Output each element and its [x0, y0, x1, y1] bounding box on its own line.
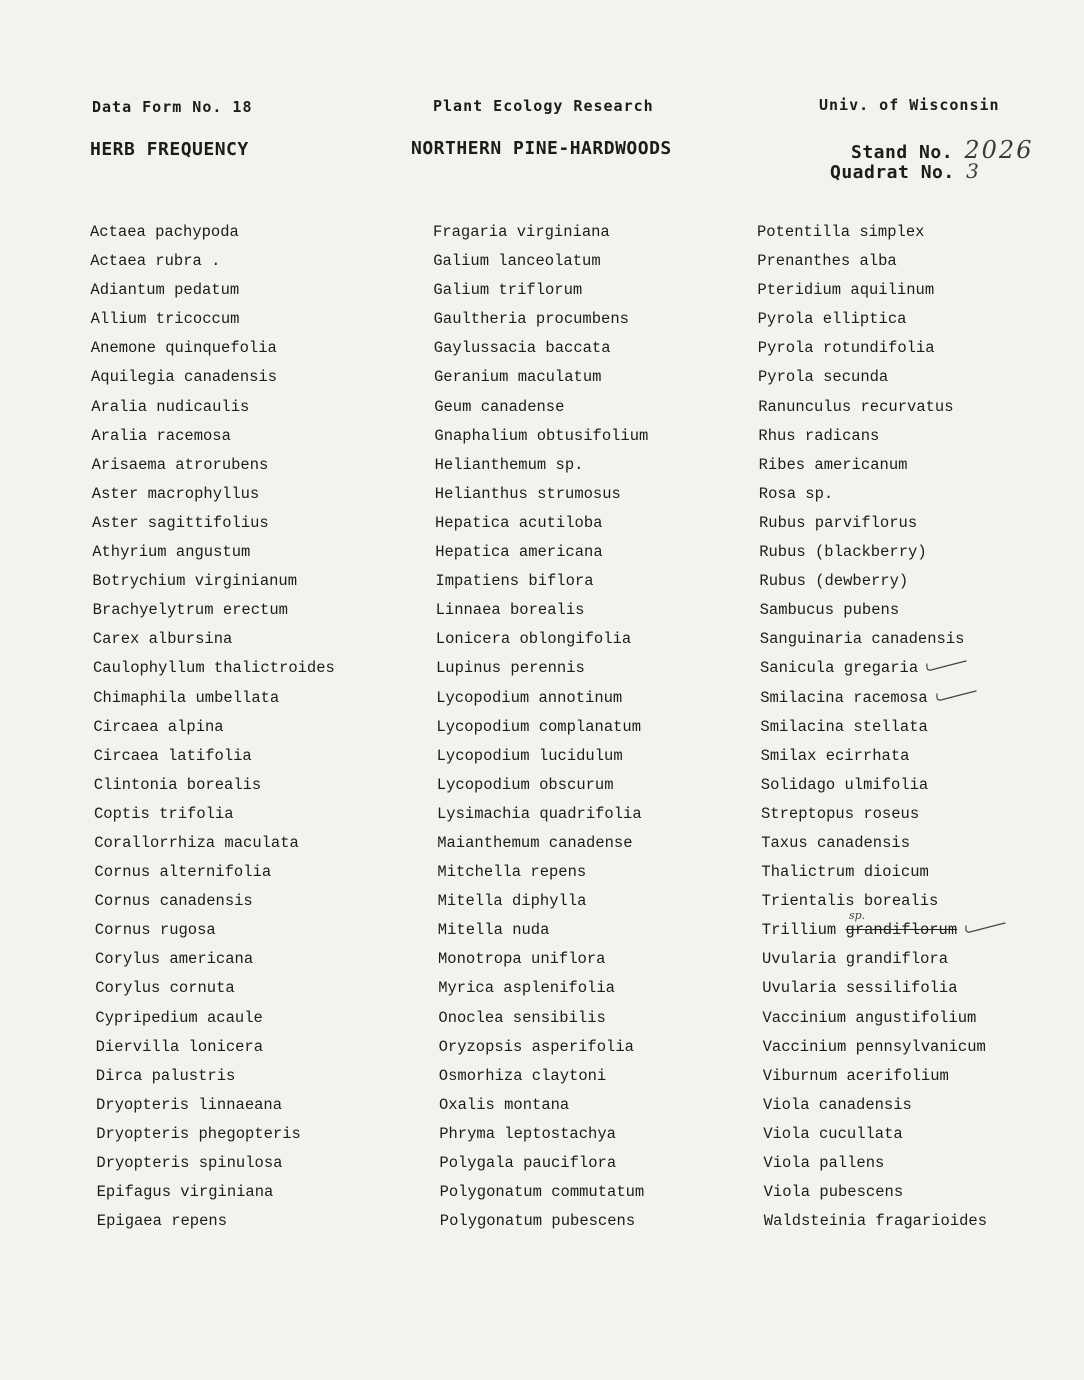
species-name: Viola canadensis [763, 1095, 912, 1114]
species-name: Fragaria virginiana [433, 223, 610, 241]
species-name: Corallorrhiza maculata [94, 833, 299, 852]
species-item [433, 887, 648, 916]
species-name: Aquilegia canadensis [91, 368, 278, 387]
species-name: Sambucus pubens [759, 601, 900, 620]
species-item [433, 800, 648, 829]
species-item [433, 684, 648, 713]
species-item [433, 509, 648, 538]
species-name: Uvularia grandiflora [762, 950, 949, 969]
species-column-3 [757, 218, 987, 1236]
university: Univ. of Wisconsin [819, 96, 1000, 114]
species-item [757, 625, 987, 654]
species-name: Hepatica acutiloba [435, 513, 603, 532]
species-item [757, 713, 987, 742]
species-item [757, 654, 987, 683]
species-name: Uvularia sessilifolia [762, 979, 958, 998]
species-name: Cornus rugosa [94, 921, 216, 940]
species-item [90, 713, 335, 742]
species-item [90, 538, 335, 567]
species-item [90, 1207, 335, 1236]
species-item [757, 247, 987, 276]
species-name: Corylus americana [95, 950, 254, 969]
species-item [433, 974, 648, 1003]
species-item [433, 1004, 648, 1033]
species-name: Myrica asplenifolia [438, 979, 615, 998]
quadrat-value: 3 [966, 159, 980, 183]
species-item [757, 829, 987, 858]
species-name: Mitchella repens [437, 863, 587, 882]
species-name: Epigaea repens [96, 1212, 228, 1231]
species-name: Smilacina stellata [760, 717, 928, 736]
species-column-2 [433, 218, 648, 1236]
species-item [757, 909, 987, 945]
species-name: Pyrola rotundifolia [757, 339, 935, 358]
species-item [90, 363, 335, 392]
species-item [90, 800, 335, 829]
species-name: Lycopodium obscurum [436, 775, 614, 794]
species-item [757, 218, 987, 247]
species-item [90, 945, 335, 974]
species-item [433, 1120, 648, 1149]
species-item [757, 276, 987, 305]
species-name: Maianthemum canadense [437, 833, 633, 852]
species-name: Viburnum acerifolium [762, 1066, 949, 1085]
species-item [433, 218, 648, 247]
species-item [757, 742, 987, 771]
species-item [433, 1178, 648, 1207]
species-item [90, 393, 335, 422]
species-item [757, 771, 987, 800]
species-item [757, 305, 987, 334]
species-item [757, 1091, 987, 1120]
species-name: Taxus canadensis [761, 833, 911, 852]
species-item [90, 742, 335, 771]
species-item [433, 916, 648, 945]
species-name: Cornus alternifolia [94, 863, 272, 882]
species-name: Streptopus roseus [761, 804, 920, 823]
form-number: Data Form No. 18 [92, 98, 253, 116]
species-item [90, 1004, 335, 1033]
species-name: Ribes americanum [758, 455, 908, 474]
species-name: Hepatica americana [435, 543, 603, 562]
check-mark-icon [963, 920, 1009, 938]
species-item [757, 480, 987, 509]
species-item [90, 451, 335, 480]
species-name: Dryopteris linnaeana [96, 1095, 283, 1114]
species-item [90, 480, 335, 509]
species-item [757, 422, 987, 451]
species-name: Rosa sp. [758, 484, 834, 503]
stand-value: 2026 [964, 136, 1034, 164]
species-name: Corylus cornuta [95, 979, 235, 998]
species-name: Monotropa uniflora [438, 950, 606, 969]
species-name: Lycopodium annotinum [436, 688, 623, 707]
species-name: Rhus radicans [758, 426, 880, 445]
species-item [433, 625, 648, 654]
species-item [90, 567, 335, 596]
quadrat-label: Quadrat No. [830, 162, 955, 183]
species-item [433, 247, 648, 276]
species-name: Polygonatum commutatum [439, 1183, 645, 1202]
species-name: Helianthus strumosus [434, 484, 621, 503]
species-name: Potentilla simplex [757, 223, 925, 241]
species-name: Thalictrum dioicum [761, 863, 929, 882]
species-name: Gaylussacia baccata [433, 339, 611, 358]
species-item [757, 596, 987, 625]
species-item [757, 1178, 987, 1207]
species-name: Circaea latifolia [93, 746, 252, 765]
species-item [90, 422, 335, 451]
species-item [433, 567, 648, 596]
species-item [90, 1149, 335, 1178]
species-name: Lonicera oblongifolia [435, 630, 632, 649]
species-name: Gnaphalium obtusifolium [434, 426, 649, 445]
species-name: Geum canadense [434, 397, 565, 416]
species-name: Solidago ulmifolia [760, 775, 929, 794]
species-item [90, 1091, 335, 1120]
species-name: Oxalis montana [439, 1095, 570, 1114]
species-item [757, 538, 987, 567]
species-item [90, 1120, 335, 1149]
species-name: Coptis trifolia [94, 804, 234, 823]
species-name: Lupinus perennis [436, 659, 585, 678]
species-name: Polygonatum pubescens [439, 1212, 636, 1231]
species-name: Caulophyllum thalictroides [93, 659, 335, 678]
species-item [433, 596, 648, 625]
species-item [433, 858, 648, 887]
species-item [757, 945, 987, 974]
species-name: Cypripedium acaule [95, 1008, 263, 1027]
species-item [433, 1149, 648, 1178]
species-name: Aster macrophyllus [91, 484, 260, 503]
species-name: Galium triflorum [433, 281, 583, 300]
species-item [433, 1062, 648, 1091]
species-name: Trientalis borealis [761, 892, 939, 911]
species-item [757, 1207, 987, 1236]
species-item [433, 422, 648, 451]
species-name: Galium lanceolatum [433, 252, 601, 271]
species-item [90, 771, 335, 800]
species-item [433, 334, 648, 363]
species-item [433, 393, 648, 422]
species-name: Dryopteris phegopteris [96, 1124, 301, 1143]
species-name: Pyrola secunda [758, 368, 889, 387]
species-item [757, 393, 987, 422]
community-title: NORTHERN PINE-HARDWOODS [411, 138, 672, 159]
species-name: Allium tricoccum [90, 310, 240, 329]
species-item [433, 305, 648, 334]
species-name: Pyrola elliptica [757, 310, 907, 329]
species-item [433, 276, 648, 305]
species-name: Lysimachia quadrifolia [437, 804, 642, 823]
species-item [757, 334, 987, 363]
species-name: Ranunculus recurvatus [758, 397, 954, 416]
species-column-1 [90, 218, 335, 1236]
species-name: Pteridium aquilinum [757, 281, 935, 300]
species-name: Trillium [761, 921, 837, 940]
species-item [90, 887, 335, 916]
species-name: Arisaema atrorubens [91, 455, 269, 474]
struck-out-epithet: grandiflorum [845, 921, 958, 940]
species-name: Sanguinaria canadensis [759, 630, 965, 649]
species-item [757, 1062, 987, 1091]
species-item [433, 1033, 648, 1062]
species-item [433, 829, 648, 858]
species-item [90, 305, 335, 334]
species-name: Prenanthes alba [757, 252, 897, 271]
species-item [433, 771, 648, 800]
species-name: Helianthemum sp. [434, 455, 584, 474]
species-name: Cornus canadensis [94, 892, 253, 911]
species-name: Athyrium angustum [92, 543, 251, 562]
species-item [90, 916, 335, 945]
species-item [90, 858, 335, 887]
species-item [757, 1120, 987, 1149]
species-name: Geranium maculatum [434, 368, 602, 387]
species-name: Rubus parviflorus [759, 513, 918, 532]
species-name: Dirca palustris [95, 1066, 236, 1085]
species-name: Botrychium virginianum [92, 572, 298, 591]
species-name: Aralia nudicaulis [91, 397, 250, 416]
species-item [757, 1149, 987, 1178]
species-name: Dryopteris spinulosa [96, 1154, 283, 1172]
species-name: Gaultheria procumbens [433, 310, 629, 329]
species-item [90, 334, 335, 363]
species-name: Viola cucullata [763, 1124, 903, 1143]
quadrat-number-field [830, 159, 979, 183]
species-item [433, 654, 648, 683]
check-mark-icon [924, 658, 970, 676]
species-name: Waldsteinia fragarioides [763, 1212, 988, 1231]
species-item [90, 1178, 335, 1207]
species-item [757, 800, 987, 829]
species-item [433, 538, 648, 567]
species-item [90, 596, 335, 625]
species-name: Circaea alpina [93, 717, 224, 736]
species-name: Viola pallens [763, 1154, 885, 1172]
species-item [757, 974, 987, 1003]
species-item [433, 945, 648, 974]
species-item [90, 654, 335, 683]
handwritten-annotation: sp. [849, 909, 866, 923]
species-name: Aster sagittifolius [92, 513, 269, 532]
species-item [433, 451, 648, 480]
species-name: Diervilla lonicera [95, 1037, 264, 1056]
species-name: Osmorhiza claytoni [438, 1066, 607, 1085]
species-item [90, 829, 335, 858]
species-name: Onoclea sensibilis [438, 1008, 606, 1027]
species-item [757, 1033, 987, 1062]
species-item [757, 509, 987, 538]
species-item [433, 742, 648, 771]
species-name: Impatiens biflora [435, 572, 594, 591]
species-name: Rubus (blackberry) [759, 543, 927, 562]
species-item [90, 247, 335, 276]
species-name: Viola pubescens [763, 1183, 904, 1202]
species-name: Adiantum pedatum [90, 281, 240, 300]
species-name: Brachyelytrum erectum [92, 601, 288, 620]
species-item [757, 887, 987, 916]
species-item [433, 1207, 648, 1236]
species-item [90, 625, 335, 654]
species-name: Aralia racemosa [91, 426, 231, 445]
species-item [757, 567, 987, 596]
species-item [433, 480, 648, 509]
species-item [90, 1062, 335, 1091]
species-name: Actaea rubra . [90, 252, 221, 271]
species-name: Chimaphila umbellata [93, 688, 280, 707]
species-name: Mitella diphylla [437, 892, 587, 911]
species-name: Vaccinium pennsylvanicum [762, 1037, 986, 1056]
species-item [757, 451, 987, 480]
species-name: Mitella nuda [437, 921, 550, 940]
species-name: Oryzopsis asperifolia [438, 1037, 634, 1056]
species-name: Sanicula gregaria [760, 659, 919, 678]
species-item [757, 1004, 987, 1033]
species-name: Anemone quinquefolia [90, 339, 277, 358]
species-item [433, 713, 648, 742]
species-name: Vaccinium angustifolium [762, 1008, 977, 1027]
species-name: Phryma leptostachya [439, 1124, 616, 1143]
species-name: Carex albursina [92, 630, 233, 649]
species-item [433, 1091, 648, 1120]
species-item [90, 218, 335, 247]
species-item [757, 363, 987, 392]
species-item [90, 684, 335, 713]
organization: Plant Ecology Research [433, 97, 654, 115]
species-name: Smilacina racemosa [760, 688, 928, 707]
form-title: HERB FREQUENCY [90, 139, 249, 160]
species-item [757, 684, 987, 713]
species-name: Clintonia borealis [93, 775, 262, 794]
species-item [90, 509, 335, 538]
species-name: Actaea pachypoda [90, 223, 239, 241]
species-name: Polygala pauciflora [439, 1154, 617, 1172]
species-item [433, 363, 648, 392]
species-name: Epifagus virginiana [96, 1183, 274, 1202]
check-mark-icon [934, 688, 980, 706]
species-item [757, 858, 987, 887]
species-name: Lycopodium complanatum [436, 717, 642, 736]
species-item [90, 1033, 335, 1062]
stand-label: Stand No. [851, 142, 954, 163]
species-name: Linnaea borealis [435, 601, 585, 620]
species-item [90, 276, 335, 305]
species-name: Smilax ecirrhata [760, 746, 910, 765]
species-item [90, 974, 335, 1003]
species-name: Rubus (dewberry) [759, 572, 909, 591]
species-name: Lycopodium lucidulum [436, 746, 623, 765]
